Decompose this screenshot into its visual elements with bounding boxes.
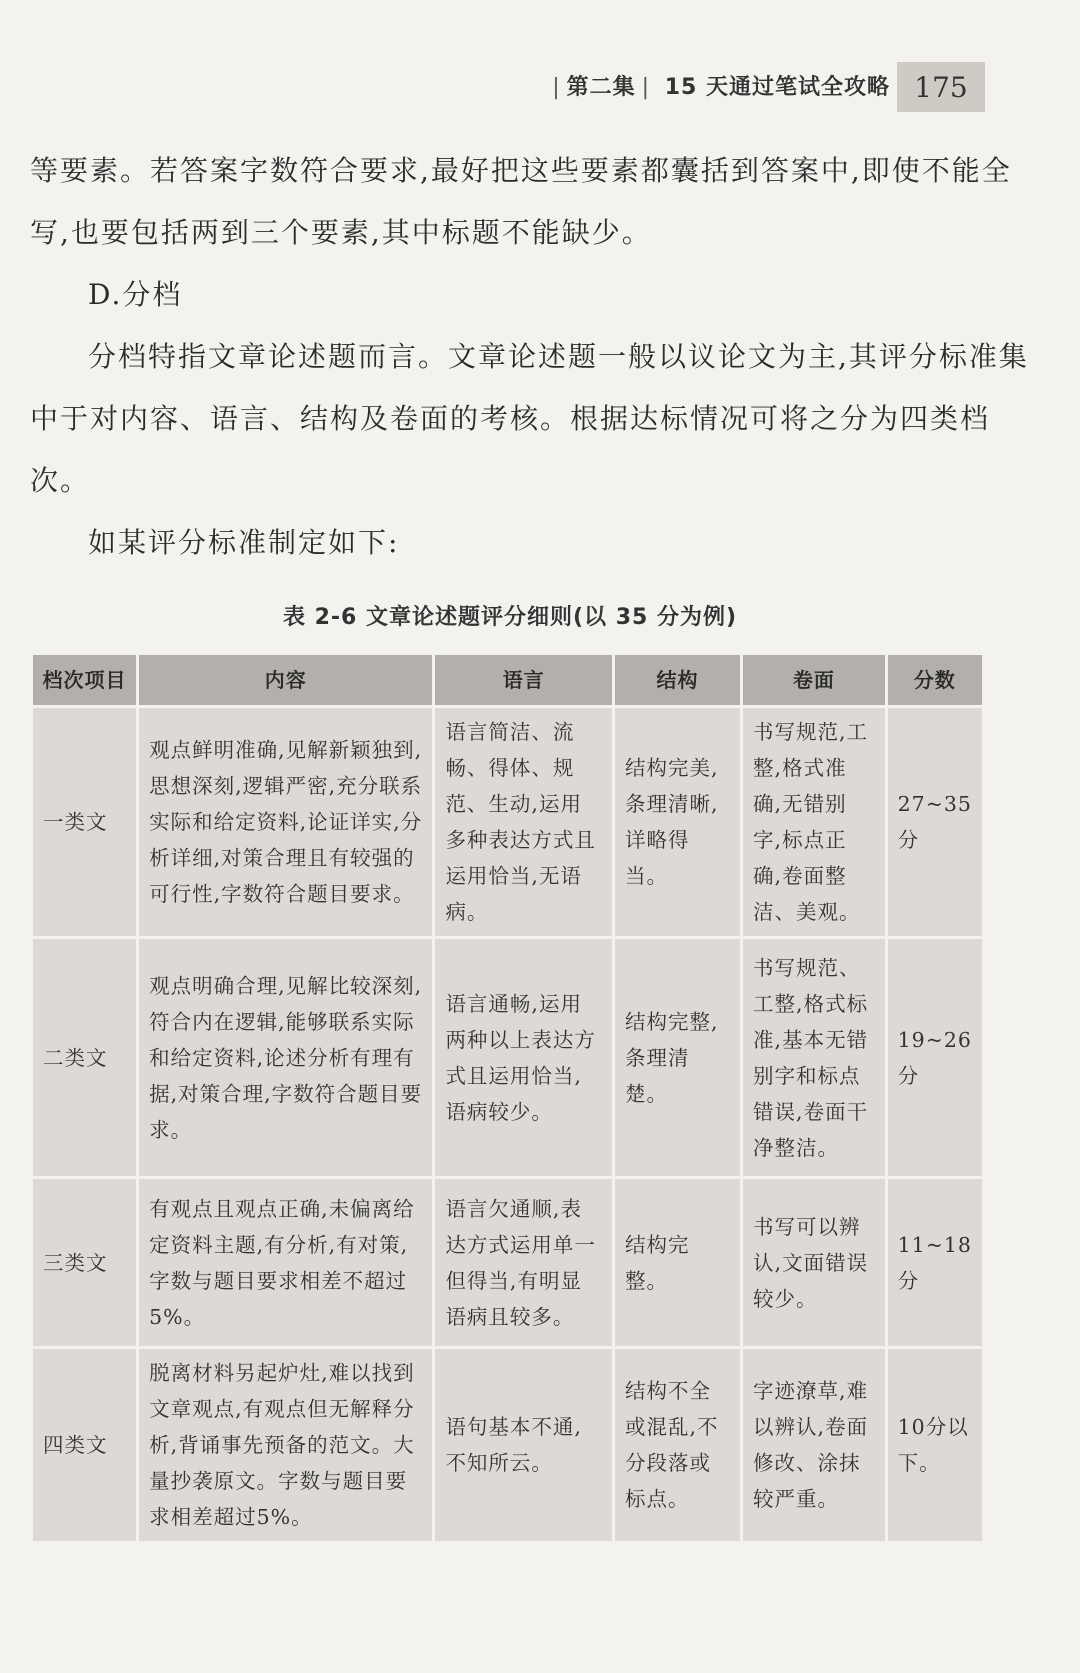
row-score: 11~18分 [886,1178,983,1348]
paragraph-1: 等要素。若答案字数符合要求,最好把这些要素都囊括到答案中,即使不能全写,也要包括两到三个要素,其中标题不能缺少。 [30,154,1012,249]
row-score: 19~26分 [886,938,983,1178]
row-structure: 结构完美,条理清晰,详略得当。 [613,707,741,938]
paragraph-3: 如某评分标准制定如下: [88,526,400,559]
body-text [30,140,1030,574]
section-label: 第二集 [566,75,636,100]
section-heading: D.分档 [88,278,183,311]
header-presentation: 卷面 [742,654,887,707]
table-row [32,938,984,1178]
header-content: 内容 [138,654,434,707]
header-structure: 结构 [613,654,741,707]
row-language: 语言通畅,运用两种以上表达方式且运用恰当,语病较少。 [434,938,614,1178]
row-language: 语言简洁、流畅、得体、规范、生动,运用多种表达方式且运用恰当,无语病。 [434,707,614,938]
row-structure: 结构完整。 [613,1178,741,1348]
scoring-table [30,652,985,1544]
table-row [32,1178,984,1348]
row-content: 观点鲜明准确,见解新颖独到,思想深刻,逻辑严密,充分联系实际和给定资料,论证详实,分析详细,对策合理且有较强的可行性,字数符合题目要求。 [138,707,434,938]
row-content: 脱离材料另起炉灶,难以找到文章观点,有观点但无解释分析,背诵事先预备的范文。大量抄袭原文。字数与题目要求相差超过5%。 [138,1348,434,1543]
header-language: 语言 [434,654,614,707]
page-number: 175 [897,62,985,112]
header-score: 分数 [886,654,983,707]
row-category: 二类文 [32,938,138,1178]
paragraph-2: 分档特指文章论述题而言。文章论述题一般以议论文为主,其评分标准集中于对内容、语言、结构及卷面的考核。根据达标情况可将之分为四类档次。 [30,340,1029,497]
page-header [0,62,1080,112]
row-structure: 结构完整,条理清楚。 [613,938,741,1178]
row-content: 有观点且观点正确,未偏离给定资料主题,有分析,有对策,字数与题目要求相差不超过5%。 [138,1178,434,1348]
table-row [32,1348,984,1543]
row-structure: 结构不全或混乱,不分段落或标点。 [613,1348,741,1543]
row-category: 三类文 [32,1178,138,1348]
row-category: 一类文 [32,707,138,938]
row-presentation: 书写规范,工整,格式准确,无错别字,标点正确,卷面整洁、美观。 [742,707,887,938]
header-grade: 档次项目 [32,654,138,707]
row-category: 四类文 [32,1348,138,1543]
row-presentation: 书写规范、工整,格式标准,基本无错别字和标点错误,卷面干净整洁。 [742,938,887,1178]
table-header-row [32,654,984,707]
row-language: 语言欠通顺,表达方式运用单一但得当,有明显语病且较多。 [434,1178,614,1348]
row-content: 观点明确合理,见解比较深刻,符合内在逻辑,能够联系实际和给定资料,论述分析有理有据,对策合理,字数符合题目要求。 [138,938,434,1178]
row-score: 27~35分 [886,707,983,938]
book-title: 15 天通过笔试全攻略 [664,75,890,100]
table-caption: 表 2-6 文章论述题评分细则(以 35 分为例) [282,605,738,630]
row-language: 语句基本不通,不知所云。 [434,1348,614,1543]
row-presentation: 书写可以辨认,文面错误较少。 [742,1178,887,1348]
row-presentation: 字迹潦草,难以辨认,卷面修改、涂抹较严重。 [742,1348,887,1543]
table-row [32,707,984,938]
running-title: | 第二集 | 15 天通过笔试全攻略 [552,75,890,100]
row-score: 10分以下。 [886,1348,983,1543]
